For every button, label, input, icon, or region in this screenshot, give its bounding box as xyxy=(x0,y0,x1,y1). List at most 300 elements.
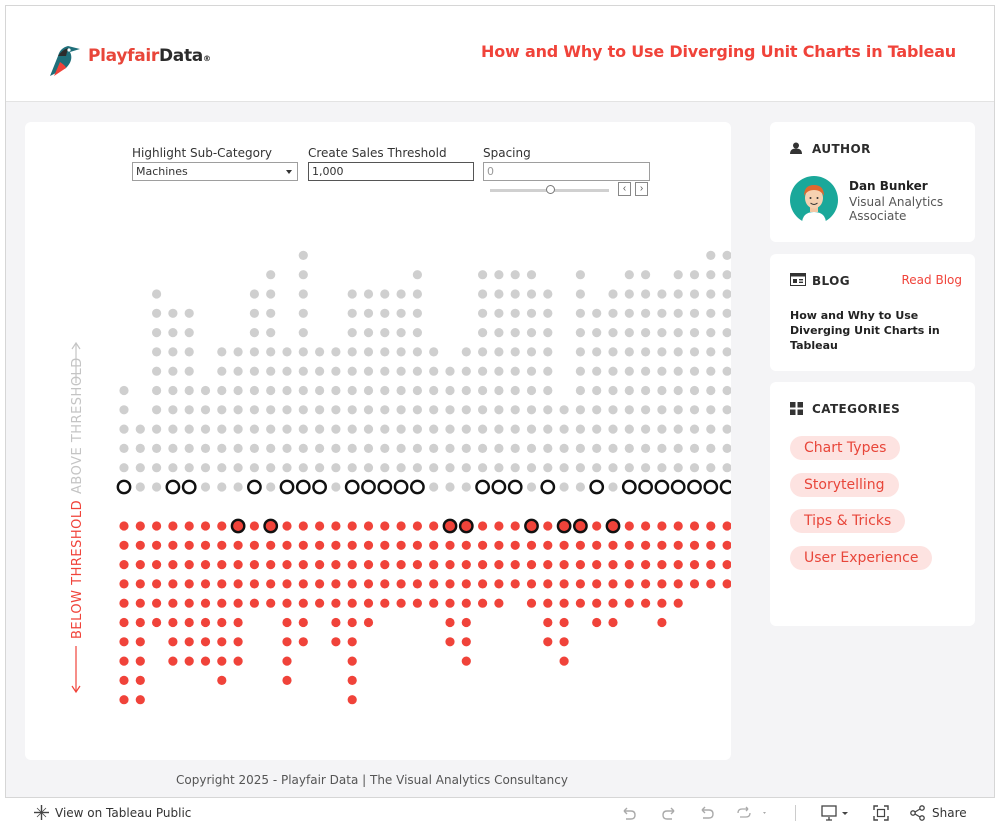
above-threshold-unit[interactable] xyxy=(706,425,715,434)
above-threshold-unit[interactable] xyxy=(608,289,617,298)
above-threshold-unit[interactable] xyxy=(348,347,357,356)
below-threshold-unit[interactable] xyxy=(445,560,454,569)
above-threshold-unit[interactable] xyxy=(641,347,650,356)
above-threshold-unit[interactable] xyxy=(201,482,210,491)
above-threshold-unit[interactable] xyxy=(641,386,650,395)
above-threshold-unit[interactable] xyxy=(282,386,291,395)
above-threshold-unit[interactable] xyxy=(364,328,373,337)
above-threshold-unit[interactable] xyxy=(494,270,503,279)
below-threshold-unit[interactable] xyxy=(136,521,145,530)
above-threshold-unit[interactable] xyxy=(641,328,650,337)
below-threshold-unit[interactable] xyxy=(429,560,438,569)
below-threshold-unit[interactable] xyxy=(625,541,634,550)
above-threshold-unit[interactable] xyxy=(657,444,666,453)
below-threshold-unit[interactable] xyxy=(560,657,569,666)
above-threshold-unit[interactable] xyxy=(723,328,732,337)
below-threshold-unit[interactable] xyxy=(152,560,161,569)
above-threshold-unit[interactable] xyxy=(723,463,732,472)
above-threshold-unit[interactable] xyxy=(625,386,634,395)
above-threshold-unit[interactable] xyxy=(413,328,422,337)
above-threshold-unit-highlighted[interactable] xyxy=(493,481,505,493)
tableau-icon[interactable] xyxy=(33,804,50,821)
above-threshold-unit[interactable] xyxy=(348,309,357,318)
above-threshold-unit-highlighted[interactable] xyxy=(591,481,603,493)
above-threshold-unit[interactable] xyxy=(641,425,650,434)
below-threshold-unit[interactable] xyxy=(380,560,389,569)
above-threshold-unit[interactable] xyxy=(690,386,699,395)
above-threshold-unit[interactable] xyxy=(657,309,666,318)
above-threshold-unit[interactable] xyxy=(706,386,715,395)
above-threshold-unit[interactable] xyxy=(608,328,617,337)
above-threshold-unit[interactable] xyxy=(380,309,389,318)
above-threshold-unit[interactable] xyxy=(674,367,683,376)
above-threshold-unit-highlighted[interactable] xyxy=(705,481,717,493)
above-threshold-unit[interactable] xyxy=(706,405,715,414)
below-threshold-unit[interactable] xyxy=(429,521,438,530)
above-threshold-unit[interactable] xyxy=(527,386,536,395)
above-threshold-unit[interactable] xyxy=(706,309,715,318)
above-threshold-unit[interactable] xyxy=(364,405,373,414)
below-threshold-unit[interactable] xyxy=(527,541,536,550)
above-threshold-unit[interactable] xyxy=(608,463,617,472)
above-threshold-unit[interactable] xyxy=(445,463,454,472)
above-threshold-unit[interactable] xyxy=(217,482,226,491)
above-threshold-unit[interactable] xyxy=(674,386,683,395)
above-threshold-unit[interactable] xyxy=(217,463,226,472)
above-threshold-unit[interactable] xyxy=(299,289,308,298)
below-threshold-unit[interactable] xyxy=(543,637,552,646)
below-threshold-unit[interactable] xyxy=(282,637,291,646)
above-threshold-unit[interactable] xyxy=(560,405,569,414)
above-threshold-unit[interactable] xyxy=(380,444,389,453)
below-threshold-unit[interactable] xyxy=(168,618,177,627)
above-threshold-unit[interactable] xyxy=(543,425,552,434)
above-threshold-unit-highlighted[interactable] xyxy=(542,481,554,493)
view-on-tableau-public-link[interactable]: View on Tableau Public xyxy=(55,806,192,820)
below-threshold-unit[interactable] xyxy=(299,579,308,588)
below-threshold-unit[interactable] xyxy=(543,541,552,550)
above-threshold-unit[interactable] xyxy=(625,425,634,434)
refresh-dropdown-icon[interactable] xyxy=(735,804,769,822)
above-threshold-unit[interactable] xyxy=(592,309,601,318)
above-threshold-unit[interactable] xyxy=(397,289,406,298)
below-threshold-unit[interactable] xyxy=(282,521,291,530)
below-threshold-unit[interactable] xyxy=(625,579,634,588)
above-threshold-unit[interactable] xyxy=(380,425,389,434)
below-threshold-unit[interactable] xyxy=(152,521,161,530)
threshold-input[interactable]: 1,000 xyxy=(308,162,474,181)
below-threshold-unit[interactable] xyxy=(560,618,569,627)
above-threshold-unit[interactable] xyxy=(543,405,552,414)
below-threshold-unit[interactable] xyxy=(331,618,340,627)
above-threshold-unit[interactable] xyxy=(445,367,454,376)
above-threshold-unit[interactable] xyxy=(723,367,732,376)
above-threshold-unit[interactable] xyxy=(592,347,601,356)
above-threshold-unit[interactable] xyxy=(576,482,585,491)
above-threshold-unit[interactable] xyxy=(185,463,194,472)
above-threshold-unit[interactable] xyxy=(690,309,699,318)
below-threshold-unit[interactable] xyxy=(250,541,259,550)
above-threshold-unit[interactable] xyxy=(348,405,357,414)
above-threshold-unit[interactable] xyxy=(576,405,585,414)
above-threshold-unit[interactable] xyxy=(706,347,715,356)
above-threshold-unit[interactable] xyxy=(315,347,324,356)
above-threshold-unit[interactable] xyxy=(168,347,177,356)
above-threshold-unit[interactable] xyxy=(266,328,275,337)
below-threshold-unit[interactable] xyxy=(608,579,617,588)
above-threshold-unit[interactable] xyxy=(706,444,715,453)
above-threshold-unit[interactable] xyxy=(543,328,552,337)
above-threshold-unit[interactable] xyxy=(592,367,601,376)
below-threshold-unit-highlighted[interactable] xyxy=(574,520,586,532)
below-threshold-unit[interactable] xyxy=(511,521,520,530)
below-threshold-unit[interactable] xyxy=(315,560,324,569)
above-threshold-unit[interactable] xyxy=(478,405,487,414)
below-threshold-unit[interactable] xyxy=(119,521,128,530)
above-threshold-unit[interactable] xyxy=(478,386,487,395)
above-threshold-unit[interactable] xyxy=(576,328,585,337)
above-threshold-unit[interactable] xyxy=(560,482,569,491)
above-threshold-unit[interactable] xyxy=(657,347,666,356)
below-threshold-unit[interactable] xyxy=(217,676,226,685)
below-threshold-unit[interactable] xyxy=(315,599,324,608)
below-threshold-unit[interactable] xyxy=(462,560,471,569)
above-threshold-unit-highlighted[interactable] xyxy=(623,481,635,493)
below-threshold-unit[interactable] xyxy=(445,579,454,588)
step-back-button[interactable] xyxy=(618,182,631,196)
above-threshold-unit[interactable] xyxy=(136,463,145,472)
below-threshold-unit[interactable] xyxy=(136,676,145,685)
above-threshold-unit[interactable] xyxy=(397,367,406,376)
below-threshold-unit[interactable] xyxy=(201,541,210,550)
above-threshold-unit[interactable] xyxy=(657,386,666,395)
above-threshold-unit[interactable] xyxy=(250,425,259,434)
above-threshold-unit[interactable] xyxy=(478,367,487,376)
above-threshold-unit[interactable] xyxy=(706,463,715,472)
above-threshold-unit[interactable] xyxy=(511,289,520,298)
above-threshold-unit[interactable] xyxy=(527,270,536,279)
above-threshold-unit-highlighted[interactable] xyxy=(297,481,309,493)
below-threshold-unit[interactable] xyxy=(543,579,552,588)
above-threshold-unit[interactable] xyxy=(527,444,536,453)
below-threshold-unit[interactable] xyxy=(608,541,617,550)
above-threshold-unit[interactable] xyxy=(674,463,683,472)
above-threshold-unit[interactable] xyxy=(364,425,373,434)
below-threshold-unit[interactable] xyxy=(445,541,454,550)
above-threshold-unit[interactable] xyxy=(625,309,634,318)
above-threshold-unit[interactable] xyxy=(185,405,194,414)
above-threshold-unit[interactable] xyxy=(625,289,634,298)
above-threshold-unit[interactable] xyxy=(674,309,683,318)
below-threshold-unit[interactable] xyxy=(217,599,226,608)
below-threshold-unit[interactable] xyxy=(217,579,226,588)
below-threshold-unit[interactable] xyxy=(445,618,454,627)
below-threshold-unit[interactable] xyxy=(331,579,340,588)
above-threshold-unit[interactable] xyxy=(543,289,552,298)
below-threshold-unit[interactable] xyxy=(331,637,340,646)
below-threshold-unit[interactable] xyxy=(674,560,683,569)
above-threshold-unit[interactable] xyxy=(136,482,145,491)
below-threshold-unit[interactable] xyxy=(217,560,226,569)
below-threshold-unit[interactable] xyxy=(657,579,666,588)
below-threshold-unit[interactable] xyxy=(185,637,194,646)
above-threshold-unit[interactable] xyxy=(152,482,161,491)
above-threshold-unit[interactable] xyxy=(706,251,715,260)
below-threshold-unit[interactable] xyxy=(674,541,683,550)
below-threshold-unit[interactable] xyxy=(234,541,243,550)
above-threshold-unit[interactable] xyxy=(380,328,389,337)
above-threshold-unit[interactable] xyxy=(119,444,128,453)
above-threshold-unit[interactable] xyxy=(331,463,340,472)
above-threshold-unit[interactable] xyxy=(576,309,585,318)
below-threshold-unit[interactable] xyxy=(299,521,308,530)
above-threshold-unit[interactable] xyxy=(657,405,666,414)
above-threshold-unit[interactable] xyxy=(152,309,161,318)
above-threshold-unit[interactable] xyxy=(690,347,699,356)
below-threshold-unit[interactable] xyxy=(136,618,145,627)
above-threshold-unit[interactable] xyxy=(690,405,699,414)
below-threshold-unit[interactable] xyxy=(723,579,732,588)
below-threshold-unit[interactable] xyxy=(641,579,650,588)
above-threshold-unit[interactable] xyxy=(462,386,471,395)
below-threshold-unit[interactable] xyxy=(168,637,177,646)
above-threshold-unit[interactable] xyxy=(168,309,177,318)
category-chart-types[interactable]: Chart Types xyxy=(790,436,900,460)
above-threshold-unit[interactable] xyxy=(690,367,699,376)
below-threshold-unit[interactable] xyxy=(397,521,406,530)
below-threshold-unit[interactable] xyxy=(706,560,715,569)
below-threshold-unit[interactable] xyxy=(201,560,210,569)
below-threshold-unit[interactable] xyxy=(413,541,422,550)
below-threshold-unit[interactable] xyxy=(706,521,715,530)
below-threshold-unit[interactable] xyxy=(397,599,406,608)
above-threshold-unit[interactable] xyxy=(201,444,210,453)
below-threshold-unit[interactable] xyxy=(576,599,585,608)
above-threshold-unit[interactable] xyxy=(494,444,503,453)
above-threshold-unit[interactable] xyxy=(168,328,177,337)
above-threshold-unit[interactable] xyxy=(494,347,503,356)
below-threshold-unit[interactable] xyxy=(348,560,357,569)
above-threshold-unit[interactable] xyxy=(299,367,308,376)
below-threshold-unit[interactable] xyxy=(282,560,291,569)
above-threshold-unit[interactable] xyxy=(413,425,422,434)
above-threshold-unit[interactable] xyxy=(462,425,471,434)
below-threshold-unit[interactable] xyxy=(282,676,291,685)
below-threshold-unit[interactable] xyxy=(364,541,373,550)
below-threshold-unit[interactable] xyxy=(168,579,177,588)
below-threshold-unit[interactable] xyxy=(494,541,503,550)
above-threshold-unit[interactable] xyxy=(413,309,422,318)
above-threshold-unit[interactable] xyxy=(494,367,503,376)
above-threshold-unit[interactable] xyxy=(266,482,275,491)
below-threshold-unit[interactable] xyxy=(592,618,601,627)
above-threshold-unit[interactable] xyxy=(234,425,243,434)
above-threshold-unit[interactable] xyxy=(527,328,536,337)
below-threshold-unit[interactable] xyxy=(511,541,520,550)
below-threshold-unit[interactable] xyxy=(152,579,161,588)
below-threshold-unit-highlighted[interactable] xyxy=(232,520,244,532)
below-threshold-unit[interactable] xyxy=(266,560,275,569)
below-threshold-unit[interactable] xyxy=(380,521,389,530)
above-threshold-unit[interactable] xyxy=(201,463,210,472)
below-threshold-unit[interactable] xyxy=(543,560,552,569)
below-threshold-unit[interactable] xyxy=(315,579,324,588)
above-threshold-unit[interactable] xyxy=(657,289,666,298)
below-threshold-unit[interactable] xyxy=(511,579,520,588)
below-threshold-unit[interactable] xyxy=(282,541,291,550)
below-threshold-unit[interactable] xyxy=(217,637,226,646)
above-threshold-unit[interactable] xyxy=(168,425,177,434)
above-threshold-unit[interactable] xyxy=(315,367,324,376)
above-threshold-unit[interactable] xyxy=(429,405,438,414)
below-threshold-unit[interactable] xyxy=(119,657,128,666)
above-threshold-unit[interactable] xyxy=(511,425,520,434)
above-threshold-unit[interactable] xyxy=(413,386,422,395)
above-threshold-unit[interactable] xyxy=(217,425,226,434)
below-threshold-unit[interactable] xyxy=(380,541,389,550)
below-threshold-unit[interactable] xyxy=(560,599,569,608)
below-threshold-unit[interactable] xyxy=(152,599,161,608)
above-threshold-unit[interactable] xyxy=(723,405,732,414)
above-threshold-unit[interactable] xyxy=(201,425,210,434)
above-threshold-unit[interactable] xyxy=(478,444,487,453)
below-threshold-unit[interactable] xyxy=(380,599,389,608)
below-threshold-unit[interactable] xyxy=(462,637,471,646)
below-threshold-unit[interactable] xyxy=(380,579,389,588)
below-threshold-unit[interactable] xyxy=(397,579,406,588)
above-threshold-unit[interactable] xyxy=(185,367,194,376)
below-threshold-unit[interactable] xyxy=(185,618,194,627)
above-threshold-unit[interactable] xyxy=(331,347,340,356)
above-threshold-unit[interactable] xyxy=(331,482,340,491)
above-threshold-unit[interactable] xyxy=(413,463,422,472)
below-threshold-unit[interactable] xyxy=(625,599,634,608)
above-threshold-unit[interactable] xyxy=(576,289,585,298)
below-threshold-unit-highlighted[interactable] xyxy=(525,520,537,532)
below-threshold-unit[interactable] xyxy=(608,599,617,608)
below-threshold-unit[interactable] xyxy=(185,541,194,550)
above-threshold-unit[interactable] xyxy=(641,405,650,414)
below-threshold-unit[interactable] xyxy=(266,579,275,588)
above-threshold-unit[interactable] xyxy=(331,425,340,434)
below-threshold-unit[interactable] xyxy=(641,560,650,569)
above-threshold-unit[interactable] xyxy=(250,328,259,337)
below-threshold-unit[interactable] xyxy=(282,657,291,666)
above-threshold-unit[interactable] xyxy=(234,463,243,472)
above-threshold-unit[interactable] xyxy=(478,347,487,356)
above-threshold-unit[interactable] xyxy=(511,463,520,472)
above-threshold-unit[interactable] xyxy=(625,347,634,356)
above-threshold-unit[interactable] xyxy=(608,405,617,414)
below-threshold-unit[interactable] xyxy=(478,599,487,608)
below-threshold-unit[interactable] xyxy=(364,579,373,588)
category-user-experience[interactable]: User Experience xyxy=(790,546,932,570)
above-threshold-unit[interactable] xyxy=(250,386,259,395)
above-threshold-unit[interactable] xyxy=(217,367,226,376)
above-threshold-unit[interactable] xyxy=(348,386,357,395)
below-threshold-unit[interactable] xyxy=(168,599,177,608)
above-threshold-unit[interactable] xyxy=(560,463,569,472)
above-threshold-unit[interactable] xyxy=(266,289,275,298)
above-threshold-unit-highlighted[interactable] xyxy=(281,481,293,493)
below-threshold-unit[interactable] xyxy=(527,579,536,588)
above-threshold-unit[interactable] xyxy=(723,270,732,279)
above-threshold-unit[interactable] xyxy=(674,270,683,279)
below-threshold-unit[interactable] xyxy=(217,541,226,550)
above-threshold-unit[interactable] xyxy=(560,444,569,453)
above-threshold-unit[interactable] xyxy=(168,386,177,395)
below-threshold-unit[interactable] xyxy=(494,579,503,588)
below-threshold-unit[interactable] xyxy=(250,521,259,530)
above-threshold-unit[interactable] xyxy=(136,444,145,453)
above-threshold-unit[interactable] xyxy=(511,405,520,414)
above-threshold-unit[interactable] xyxy=(234,482,243,491)
above-threshold-unit[interactable] xyxy=(119,463,128,472)
above-threshold-unit[interactable] xyxy=(723,309,732,318)
above-threshold-unit[interactable] xyxy=(462,444,471,453)
below-threshold-unit[interactable] xyxy=(625,521,634,530)
above-threshold-unit[interactable] xyxy=(266,405,275,414)
above-threshold-unit[interactable] xyxy=(299,386,308,395)
above-threshold-unit[interactable] xyxy=(152,289,161,298)
above-threshold-unit[interactable] xyxy=(397,386,406,395)
above-threshold-unit[interactable] xyxy=(723,289,732,298)
above-threshold-unit[interactable] xyxy=(592,425,601,434)
below-threshold-unit[interactable] xyxy=(674,521,683,530)
above-threshold-unit[interactable] xyxy=(723,386,732,395)
below-threshold-unit[interactable] xyxy=(462,579,471,588)
above-threshold-unit[interactable] xyxy=(266,270,275,279)
below-threshold-unit[interactable] xyxy=(543,618,552,627)
above-threshold-unit[interactable] xyxy=(185,328,194,337)
below-threshold-unit[interactable] xyxy=(429,541,438,550)
above-threshold-unit[interactable] xyxy=(543,444,552,453)
above-threshold-unit[interactable] xyxy=(413,405,422,414)
above-threshold-unit[interactable] xyxy=(217,444,226,453)
above-threshold-unit[interactable] xyxy=(397,425,406,434)
above-threshold-unit[interactable] xyxy=(625,367,634,376)
above-threshold-unit-highlighted[interactable] xyxy=(656,481,668,493)
above-threshold-unit[interactable] xyxy=(250,463,259,472)
below-threshold-unit[interactable] xyxy=(657,599,666,608)
below-threshold-unit[interactable] xyxy=(234,618,243,627)
spacing-slider-thumb[interactable] xyxy=(546,185,555,194)
above-threshold-unit[interactable] xyxy=(511,270,520,279)
above-threshold-unit[interactable] xyxy=(494,289,503,298)
above-threshold-unit[interactable] xyxy=(429,482,438,491)
above-threshold-unit[interactable] xyxy=(723,347,732,356)
below-threshold-unit[interactable] xyxy=(543,599,552,608)
above-threshold-unit[interactable] xyxy=(576,270,585,279)
below-threshold-unit[interactable] xyxy=(657,521,666,530)
above-threshold-unit[interactable] xyxy=(234,386,243,395)
above-threshold-unit[interactable] xyxy=(478,425,487,434)
below-threshold-unit[interactable] xyxy=(397,560,406,569)
below-threshold-unit[interactable] xyxy=(348,579,357,588)
above-threshold-unit[interactable] xyxy=(250,347,259,356)
below-threshold-unit[interactable] xyxy=(136,541,145,550)
above-threshold-unit[interactable] xyxy=(380,367,389,376)
above-threshold-unit[interactable] xyxy=(641,463,650,472)
above-threshold-unit[interactable] xyxy=(299,251,308,260)
above-threshold-unit[interactable] xyxy=(429,444,438,453)
above-threshold-unit[interactable] xyxy=(657,463,666,472)
below-threshold-unit[interactable] xyxy=(168,521,177,530)
above-threshold-unit[interactable] xyxy=(462,367,471,376)
above-threshold-unit[interactable] xyxy=(217,347,226,356)
above-threshold-unit[interactable] xyxy=(152,444,161,453)
below-threshold-unit[interactable] xyxy=(462,657,471,666)
